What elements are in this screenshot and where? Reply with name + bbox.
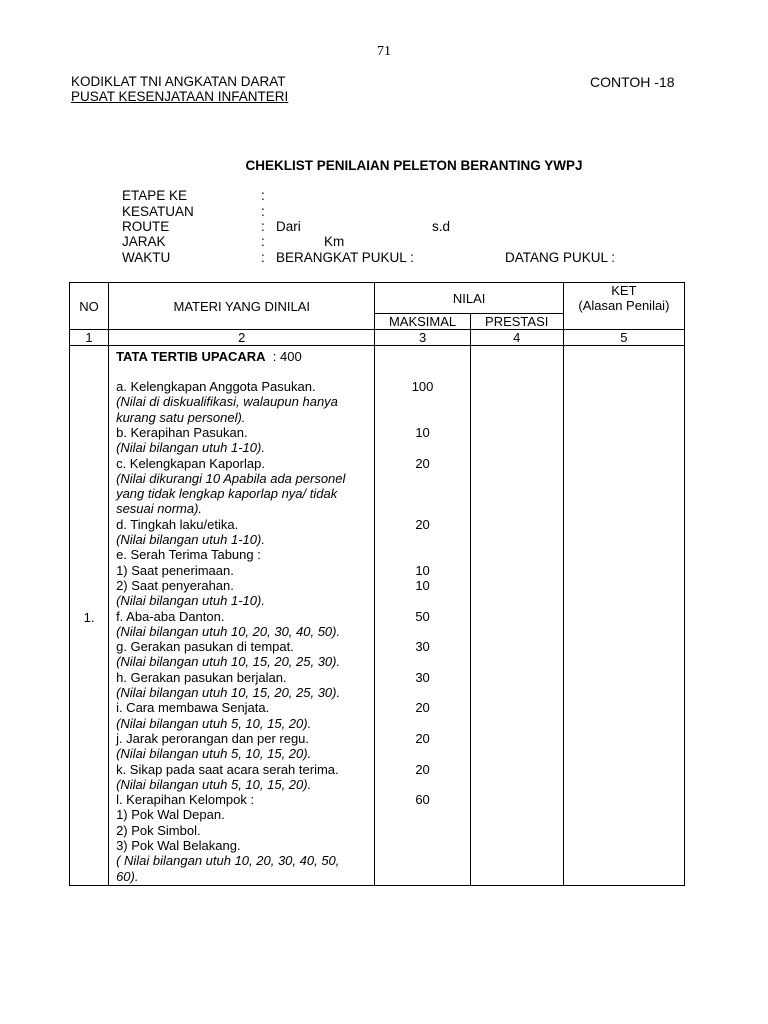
route-from: Dari bbox=[276, 219, 301, 234]
checklist-table bbox=[69, 282, 685, 886]
materi-item: f. Aba-aba Danton. bbox=[116, 609, 225, 624]
etape-label: ETAPE KE bbox=[122, 188, 188, 203]
maksimal-value: 20 bbox=[415, 731, 430, 746]
materi-list bbox=[109, 346, 374, 885]
materi-item: 3) Pok Wal Belakang. bbox=[116, 838, 241, 853]
section-title: TATA TERTIB UPACARA bbox=[116, 349, 266, 364]
materi-item: h. Gerakan pasukan berjalan. bbox=[116, 670, 287, 685]
materi-cell bbox=[109, 346, 375, 886]
header-no: NO bbox=[70, 283, 109, 330]
materi-item: k. Sikap pada saat acara serah terima. bbox=[116, 762, 339, 777]
document-title: CHEKLIST PENILAIAN PELETON BERANTING YWPJ bbox=[245, 158, 583, 173]
materi-note: ( Nilai bilangan utuh 10, 20, 30, 40, 50, bbox=[116, 853, 340, 868]
materi-note: (Nilai di diskualifikasi, walaupun hanya bbox=[116, 394, 338, 409]
materi-note: 60). bbox=[116, 869, 139, 884]
maksimal-value: 100 bbox=[411, 379, 434, 394]
materi-note: (Nilai bilangan utuh 10, 15, 20, 25, 30). bbox=[116, 654, 341, 669]
section-value: : 400 bbox=[272, 349, 302, 364]
materi-note: kurang satu personel). bbox=[116, 410, 246, 425]
row-number: 1. bbox=[70, 346, 109, 886]
jarak-colon: : bbox=[261, 234, 265, 249]
materi-item: e. Serah Terima Tabung : bbox=[116, 547, 261, 562]
jarak-label: JARAK bbox=[122, 234, 166, 249]
materi-item: 1) Pok Wal Depan. bbox=[116, 807, 225, 822]
col-number-3: 3 bbox=[375, 330, 470, 346]
maksimal-value: 20 bbox=[415, 517, 430, 532]
header-ket bbox=[563, 283, 684, 330]
maksimal-value: 50 bbox=[415, 609, 430, 624]
maksimal-value: 30 bbox=[415, 670, 430, 685]
org-line-1: KODIKLAT TNI ANGKATAN DARAT bbox=[71, 74, 286, 89]
page-number: 71 bbox=[377, 44, 391, 59]
header-ket-line2: (Alasan Penilai) bbox=[578, 298, 670, 313]
kesatuan-label: KESATUAN bbox=[122, 204, 194, 219]
materi-item: 1) Saat penerimaan. bbox=[116, 563, 234, 578]
route-label: ROUTE bbox=[122, 219, 170, 234]
route-to: s.d bbox=[432, 219, 451, 234]
etape-colon: : bbox=[261, 188, 265, 203]
materi-item: 2) Pok Simbol. bbox=[116, 823, 201, 838]
col-number-1: 1 bbox=[70, 330, 109, 346]
materi-note: sesuai norma). bbox=[116, 501, 203, 516]
column-number-row bbox=[70, 330, 685, 346]
maksimal-value: 30 bbox=[415, 639, 430, 654]
materi-note: yang tidak lengkap kaporlap nya/ tidak bbox=[116, 486, 338, 501]
waktu-arrive: DATANG PUKUL : bbox=[505, 250, 616, 265]
materi-item: a. Kelengkapan Anggota Pasukan. bbox=[116, 379, 316, 394]
materi-note: (Nilai bilangan utuh 10, 20, 30, 40, 50). bbox=[116, 624, 341, 639]
prestasi-cell bbox=[470, 346, 563, 886]
maksimal-cell bbox=[375, 346, 470, 886]
materi-item: 2) Saat penyerahan. bbox=[116, 578, 234, 593]
section-heading bbox=[116, 349, 302, 364]
materi-note: (Nilai bilangan utuh 5, 10, 15, 20). bbox=[116, 777, 312, 792]
maksimal-value: 10 bbox=[415, 563, 430, 578]
ket-cell bbox=[563, 346, 684, 886]
jarak-unit: Km bbox=[324, 234, 345, 249]
maksimal-values bbox=[375, 346, 469, 885]
materi-item: j. Jarak perorangan dan per regu. bbox=[116, 731, 310, 746]
col-number-2: 2 bbox=[109, 330, 375, 346]
materi-note: (Nilai bilangan utuh 1-10). bbox=[116, 532, 265, 547]
header-prestasi: PRESTASI bbox=[470, 314, 563, 330]
header-maksimal: MAKSIMAL bbox=[375, 314, 470, 330]
table-row bbox=[70, 346, 685, 886]
header-nilai: NILAI bbox=[375, 283, 563, 314]
materi-item: d. Tingkah laku/etika. bbox=[116, 517, 239, 532]
waktu-label: WAKTU bbox=[122, 250, 171, 265]
materi-item: g. Gerakan pasukan di tempat. bbox=[116, 639, 294, 654]
maksimal-value: 20 bbox=[415, 700, 430, 715]
waktu-colon: : bbox=[261, 250, 265, 265]
org-line-2: PUSAT KESENJATAAN INFANTERI bbox=[71, 89, 289, 104]
materi-item: b. Kerapihan Pasukan. bbox=[116, 425, 248, 440]
materi-item: l. Kerapihan Kelompok : bbox=[116, 792, 255, 807]
materi-item: c. Kelengkapan Kaporlap. bbox=[116, 456, 265, 471]
materi-note: (Nilai bilangan utuh 1-10). bbox=[116, 593, 265, 608]
materi-note: (Nilai bilangan utuh 5, 10, 15, 20). bbox=[116, 716, 312, 731]
header-ket-line1: KET bbox=[611, 283, 637, 298]
materi-note: (Nilai dikurangi 10 Apabila ada personel bbox=[116, 471, 346, 486]
maksimal-value: 10 bbox=[415, 425, 430, 440]
header-materi: MATERI YANG DINILAI bbox=[109, 283, 375, 330]
maksimal-value: 10 bbox=[415, 578, 430, 593]
route-colon: : bbox=[261, 219, 265, 234]
waktu-depart: BERANGKAT PUKUL : bbox=[276, 250, 414, 265]
maksimal-value: 60 bbox=[415, 792, 430, 807]
kesatuan-colon: : bbox=[261, 204, 265, 219]
materi-note: (Nilai bilangan utuh 10, 15, 20, 25, 30). bbox=[116, 685, 341, 700]
maksimal-value: 20 bbox=[415, 456, 430, 471]
example-label: CONTOH -18 bbox=[590, 74, 675, 90]
maksimal-value: 20 bbox=[415, 762, 430, 777]
materi-note: (Nilai bilangan utuh 5, 10, 15, 20). bbox=[116, 746, 312, 761]
materi-note: (Nilai bilangan utuh 1-10). bbox=[116, 440, 265, 455]
col-number-4: 4 bbox=[470, 330, 563, 346]
materi-item: i. Cara membawa Senjata. bbox=[116, 700, 270, 715]
col-number-5: 5 bbox=[563, 330, 684, 346]
